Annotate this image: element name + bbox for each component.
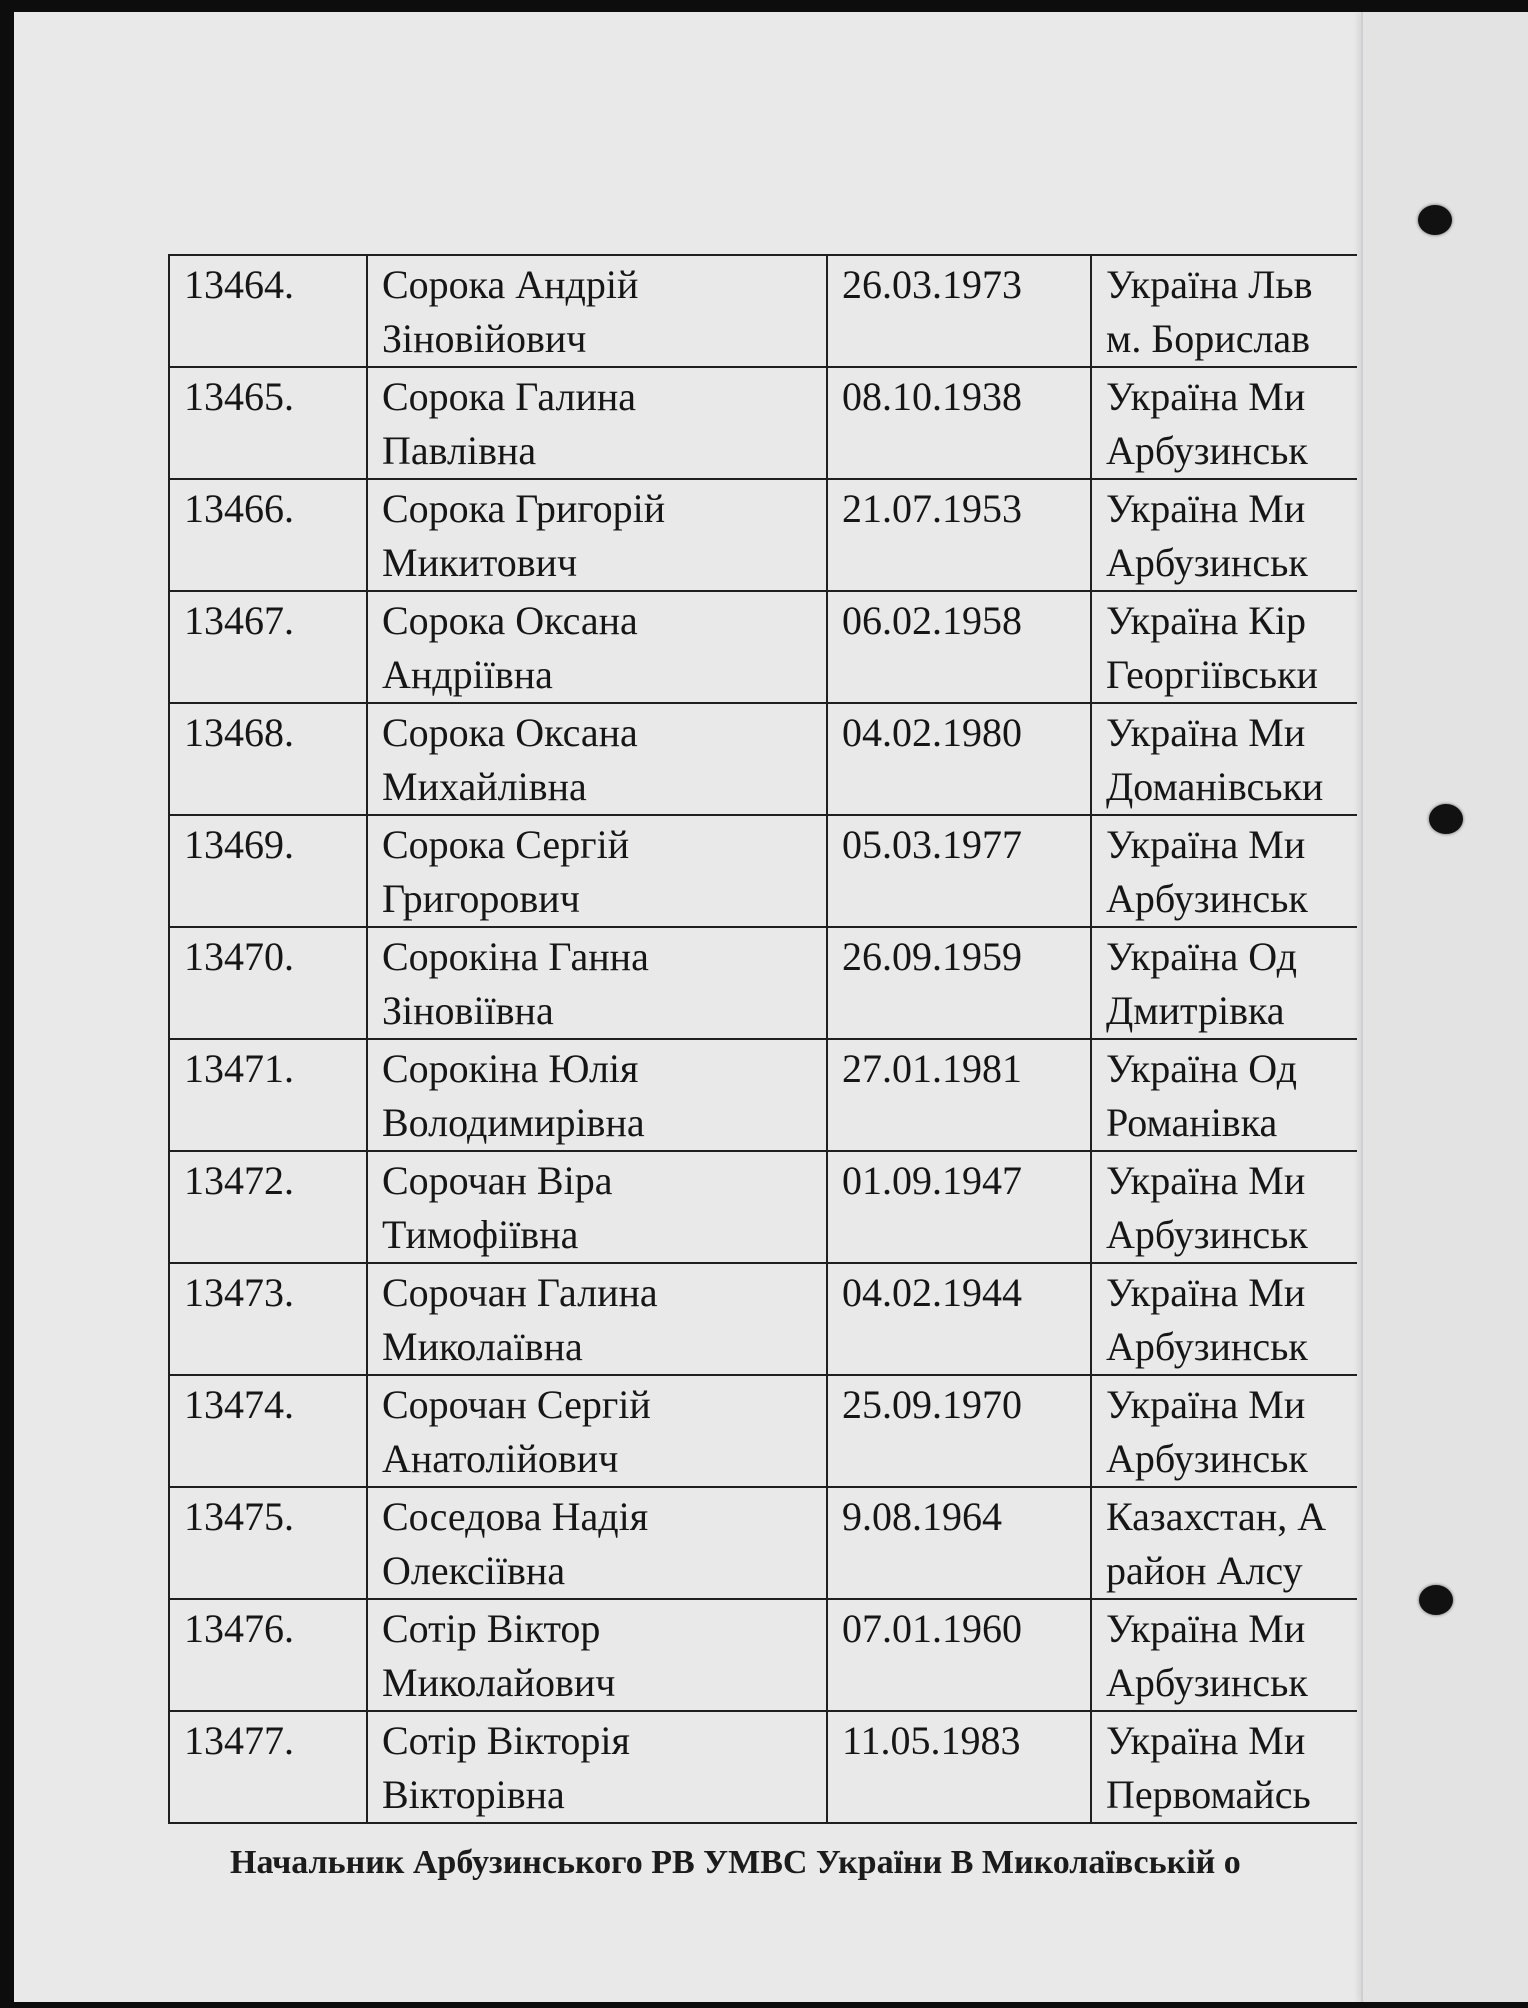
full-name-line: Сорокіна Ганна xyxy=(382,934,649,979)
record-number-line: 13472. xyxy=(184,1158,294,1203)
birth-date-cell xyxy=(827,1711,1091,1823)
full-name-line: Миколаївна xyxy=(382,1324,583,1369)
birth-date-line: 06.02.1958 xyxy=(842,598,1022,643)
birth-date-line: 05.03.1977 xyxy=(842,822,1022,867)
record-number-line: 13468. xyxy=(184,710,294,755)
birth-place-cell xyxy=(1091,1375,1357,1487)
full-name-line: Сорокіна Юлія xyxy=(382,1046,639,1091)
birth-date-line: 04.02.1980 xyxy=(842,710,1022,755)
full-name-cell xyxy=(367,1263,827,1375)
full-name-line: Сорока Сергій xyxy=(382,822,630,867)
birth-date-cell xyxy=(827,479,1091,591)
birth-place-line: Георгіївськи xyxy=(1106,652,1318,697)
record-number-cell xyxy=(169,1711,367,1823)
table-row xyxy=(169,1599,1357,1711)
birth-date-cell xyxy=(827,703,1091,815)
full-name-cell xyxy=(367,1487,827,1599)
birth-place-line: Арбузинськ xyxy=(1106,1436,1308,1481)
record-number-cell xyxy=(169,927,367,1039)
birth-place-cell xyxy=(1091,479,1357,591)
birth-place-line: Україна Ми xyxy=(1106,1718,1306,1763)
table-row xyxy=(169,255,1357,367)
full-name-line: Сорока Андрій xyxy=(382,262,639,307)
record-number-cell xyxy=(169,703,367,815)
full-name-line: Зіновіївна xyxy=(382,988,554,1033)
full-name-line: Михайлівна xyxy=(382,764,587,809)
birth-place-line: Україна Ми xyxy=(1106,1158,1306,1203)
birth-place-line: Україна Ми xyxy=(1106,1270,1306,1315)
birth-date-cell xyxy=(827,927,1091,1039)
full-name-line: Сорочан Віра xyxy=(382,1158,613,1203)
birth-place-line: Доманівськи xyxy=(1106,764,1324,809)
birth-place-line: Україна Льв xyxy=(1106,262,1313,307)
table-row xyxy=(169,1375,1357,1487)
birth-date-cell xyxy=(827,815,1091,927)
table-row xyxy=(169,1039,1357,1151)
birth-place-line: Україна Од xyxy=(1106,934,1297,979)
record-number-line: 13474. xyxy=(184,1382,294,1427)
birth-place-cell xyxy=(1091,1487,1357,1599)
record-number-line: 13466. xyxy=(184,486,294,531)
full-name-line: Миколайович xyxy=(382,1660,616,1705)
birth-date-cell xyxy=(827,1263,1091,1375)
birth-place-line: Україна Ми xyxy=(1106,822,1306,867)
full-name-line: Зіновійович xyxy=(382,316,587,361)
full-name-line: Павлівна xyxy=(382,428,537,473)
birth-place-cell xyxy=(1091,255,1357,367)
full-name-cell xyxy=(367,703,827,815)
birth-date-line: 11.05.1983 xyxy=(842,1718,1021,1763)
record-number-line: 13467. xyxy=(184,598,294,643)
document-page xyxy=(14,12,1528,2002)
birth-date-line: 21.07.1953 xyxy=(842,486,1022,531)
record-number-line: 13475. xyxy=(184,1494,294,1539)
full-name-cell xyxy=(367,1375,827,1487)
record-number-line: 13471. xyxy=(184,1046,294,1091)
birth-date-cell xyxy=(827,1039,1091,1151)
record-number-cell xyxy=(169,1151,367,1263)
full-name-cell xyxy=(367,1151,827,1263)
table-row xyxy=(169,1711,1357,1823)
record-number-cell xyxy=(169,815,367,927)
birth-place-cell xyxy=(1091,1263,1357,1375)
full-name-cell xyxy=(367,591,827,703)
record-number-cell xyxy=(169,1039,367,1151)
record-number-cell xyxy=(169,367,367,479)
birth-date-line: 26.03.1973 xyxy=(842,262,1022,307)
punch-hole-middle xyxy=(1429,804,1463,834)
birth-place-cell xyxy=(1091,703,1357,815)
birth-place-line: Арбузинськ xyxy=(1106,1660,1308,1705)
record-number-line: 13464. xyxy=(184,262,294,307)
birth-place-cell xyxy=(1091,1599,1357,1711)
table-row xyxy=(169,367,1357,479)
birth-place-line: Україна Ми xyxy=(1106,486,1306,531)
birth-date-line: 04.02.1944 xyxy=(842,1270,1022,1315)
table-row xyxy=(169,1487,1357,1599)
birth-place-cell xyxy=(1091,367,1357,479)
table-row xyxy=(169,1263,1357,1375)
record-number-cell xyxy=(169,591,367,703)
table-row xyxy=(169,703,1357,815)
record-number-cell xyxy=(169,1263,367,1375)
birth-place-line: Романівка xyxy=(1106,1100,1278,1145)
birth-place-line: Казахстан, А xyxy=(1106,1494,1327,1539)
table-body xyxy=(169,255,1357,1823)
table-row xyxy=(169,927,1357,1039)
birth-date-cell xyxy=(827,1487,1091,1599)
full-name-line: Володимирівна xyxy=(382,1100,645,1145)
birth-place-line: Арбузинськ xyxy=(1106,1212,1308,1257)
full-name-line: Сорока Григорій xyxy=(382,486,666,531)
full-name-line: Андріївна xyxy=(382,652,553,697)
full-name-line: Анатолійович xyxy=(382,1436,619,1481)
birth-place-line: Арбузинськ xyxy=(1106,428,1308,473)
full-name-line: Сорока Галина xyxy=(382,374,637,419)
birth-place-line: Україна Ми xyxy=(1106,1606,1306,1651)
table-row xyxy=(169,479,1357,591)
full-name-line: Микитович xyxy=(382,540,578,585)
full-name-cell xyxy=(367,1711,827,1823)
birth-date-line: 27.01.1981 xyxy=(842,1046,1022,1091)
register-table xyxy=(168,254,1357,1824)
birth-place-line: Дмитрівка xyxy=(1106,988,1285,1033)
full-name-cell xyxy=(367,815,827,927)
birth-date-line: 9.08.1964 xyxy=(842,1494,1002,1539)
birth-date-cell xyxy=(827,1151,1091,1263)
record-number-line: 13473. xyxy=(184,1270,294,1315)
full-name-cell xyxy=(367,255,827,367)
full-name-line: Григорович xyxy=(382,876,580,921)
full-name-line: Сорока Оксана xyxy=(382,598,638,643)
full-name-line: Сорочан Галина xyxy=(382,1270,658,1315)
record-number-cell xyxy=(169,1487,367,1599)
record-number-cell xyxy=(169,1599,367,1711)
birth-place-cell xyxy=(1091,591,1357,703)
birth-date-cell xyxy=(827,367,1091,479)
record-number-line: 13470. xyxy=(184,934,294,979)
table-row xyxy=(169,591,1357,703)
full-name-cell xyxy=(367,367,827,479)
full-name-line: Сорочан Сергій xyxy=(382,1382,651,1427)
full-name-line: Сотір Вікторія xyxy=(382,1718,630,1763)
full-name-cell xyxy=(367,479,827,591)
table-row xyxy=(169,1151,1357,1263)
birth-date-cell xyxy=(827,255,1091,367)
overlapping-page-edge xyxy=(1361,12,1528,2002)
full-name-line: Олексіївна xyxy=(382,1548,566,1593)
birth-date-line: 08.10.1938 xyxy=(842,374,1022,419)
full-name-cell xyxy=(367,1599,827,1711)
table-row xyxy=(169,815,1357,927)
punch-hole-bottom xyxy=(1419,1585,1453,1615)
signature-line: Начальник Арбузинського РВ УМВС України В Миколаївській о xyxy=(230,1844,1241,1881)
birth-place-cell xyxy=(1091,1151,1357,1263)
birth-place-line: Україна Од xyxy=(1106,1046,1297,1091)
full-name-cell xyxy=(367,1039,827,1151)
birth-place-line: Арбузинськ xyxy=(1106,1324,1308,1369)
full-name-line: Вікторівна xyxy=(382,1772,565,1817)
birth-date-line: 25.09.1970 xyxy=(842,1382,1022,1427)
full-name-line: Сорока Оксана xyxy=(382,710,638,755)
birth-place-cell xyxy=(1091,1039,1357,1151)
record-number-line: 13465. xyxy=(184,374,294,419)
birth-place-line: Україна Ми xyxy=(1106,1382,1306,1427)
record-number-line: 13476. xyxy=(184,1606,294,1651)
full-name-line: Сотір Віктор xyxy=(382,1606,601,1651)
birth-place-line: Україна Кір xyxy=(1106,598,1307,643)
full-name-line: Тимофіївна xyxy=(382,1212,579,1257)
birth-place-line: Україна Ми xyxy=(1106,374,1306,419)
full-name-cell xyxy=(367,927,827,1039)
birth-date-line: 01.09.1947 xyxy=(842,1158,1022,1203)
birth-place-line: район Алсу xyxy=(1106,1548,1303,1593)
birth-place-cell xyxy=(1091,927,1357,1039)
record-number-cell xyxy=(169,1375,367,1487)
record-number-line: 13477. xyxy=(184,1718,294,1763)
record-number-cell xyxy=(169,479,367,591)
birth-place-cell xyxy=(1091,1711,1357,1823)
birth-date-cell xyxy=(827,1599,1091,1711)
record-number-line: 13469. xyxy=(184,822,294,867)
full-name-line: Соседова Надія xyxy=(382,1494,649,1539)
birth-date-line: 07.01.1960 xyxy=(842,1606,1022,1651)
birth-date-cell xyxy=(827,1375,1091,1487)
birth-place-line: Арбузинськ xyxy=(1106,540,1308,585)
birth-place-line: м. Борислав xyxy=(1106,316,1311,361)
birth-date-cell xyxy=(827,591,1091,703)
punch-hole-top xyxy=(1418,205,1452,235)
birth-place-line: Первомайсь xyxy=(1106,1772,1311,1817)
birth-place-cell xyxy=(1091,815,1357,927)
birth-place-line: Арбузинськ xyxy=(1106,876,1308,921)
birth-date-line: 26.09.1959 xyxy=(842,934,1022,979)
record-number-cell xyxy=(169,255,367,367)
birth-place-line: Україна Ми xyxy=(1106,710,1306,755)
